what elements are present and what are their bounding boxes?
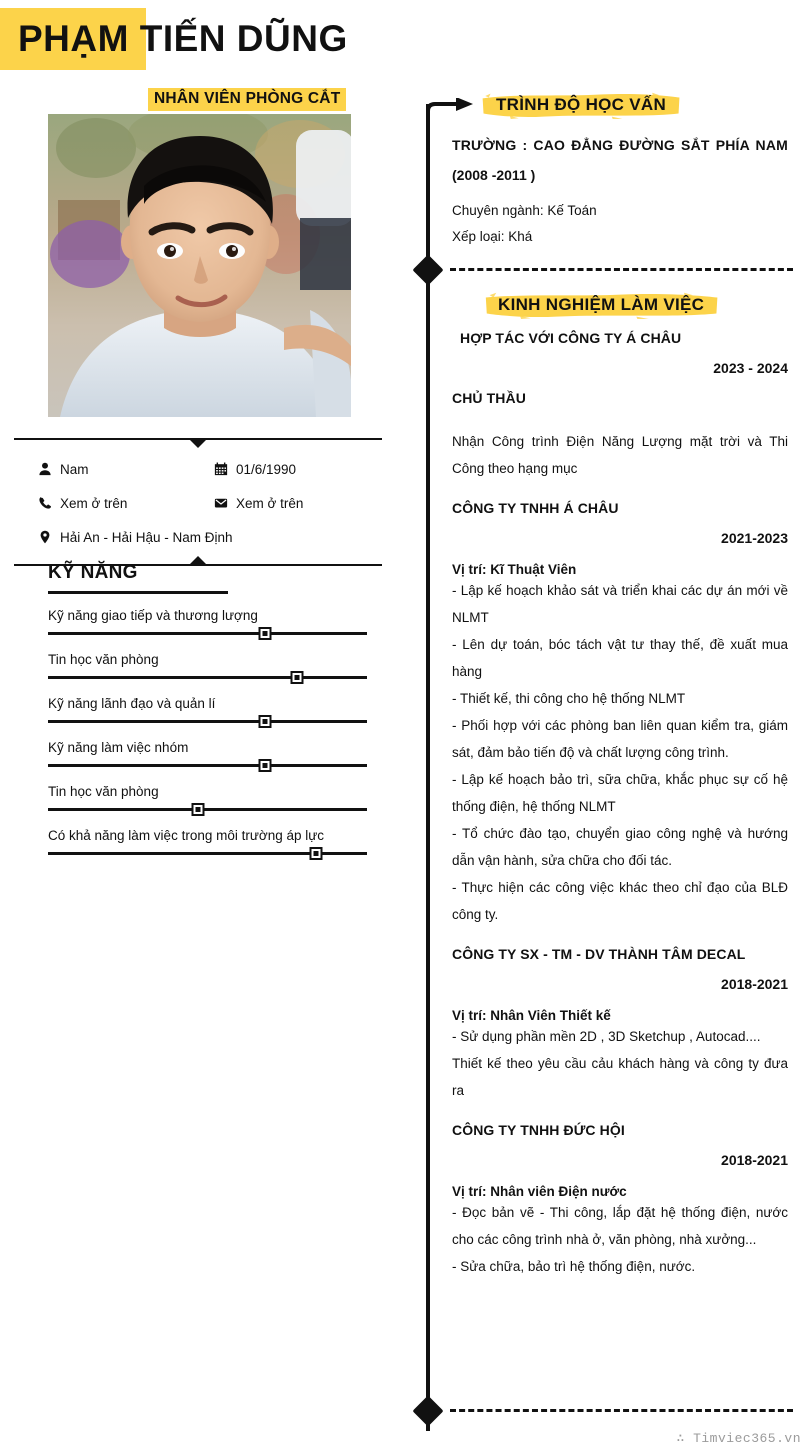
calendar-icon [214, 462, 236, 476]
job-years: 2018-2021 [721, 1152, 788, 1168]
location-pin-icon [38, 530, 60, 544]
job-years: 2018-2021 [721, 976, 788, 992]
experience-job [452, 500, 788, 928]
skill-label: Có khả năng làm việc trong môi trường áp lực [48, 828, 325, 843]
skills-section [14, 562, 382, 872]
skill-row [48, 608, 382, 638]
education-years: (2008 -2011 ) [452, 167, 536, 183]
skill-row [48, 652, 382, 682]
contact-item-phone [14, 486, 190, 520]
contact-value: Xem ở trên [236, 495, 304, 511]
skill-slider[interactable] [48, 672, 367, 682]
contact-item-gender [14, 452, 190, 486]
contact-value: Hải An - Hải Hậu - Nam Định [60, 529, 233, 545]
skill-slider-track [48, 632, 367, 635]
skill-slider-track [48, 764, 367, 767]
education-school: TRƯỜNG : CAO ĐẲNG ĐƯỜNG SẮT PHÍA NAM [452, 137, 788, 153]
skill-slider-track [48, 808, 367, 811]
experience-jobs [452, 330, 788, 1298]
job-bullet: - Đọc bản vẽ - Thi công, lắp đặt hệ thống điện, nước cho các công trình nhà ở, văn phòng, nhà xưởng... [452, 1205, 788, 1247]
job-role-label: Vị trí: Nhân viên Điện nước [452, 1184, 627, 1199]
skill-row [48, 828, 382, 858]
experience-heading [482, 292, 720, 319]
contact-value: 01/6/1990 [236, 461, 297, 477]
job-company: CÔNG TY SX - TM - DV THÀNH TÂM DECAL [452, 946, 746, 962]
job-bullet: - Lập kế hoạch bảo trì, sữa chữa, khắc phục sự cố hệ thống điện, hệ thống NLMT [452, 772, 788, 814]
job-bullet: - Sửa chữa, bảo trì hệ thống điện, nước. [452, 1259, 696, 1274]
experience-heading-text: KINH NGHIỆM LÀM VIỆC [498, 295, 705, 314]
section-divider-top [450, 268, 793, 271]
skills-section-title: KỸ NĂNG [48, 562, 138, 583]
contact-value: Nam [60, 461, 89, 477]
timeline-diamond-marker [412, 1395, 443, 1426]
skill-label: Kỹ năng giao tiếp và thương lượng [48, 608, 258, 623]
contact-block [14, 438, 382, 566]
timeline-diamond-marker [412, 254, 443, 285]
job-bullet: - Lên dự toán, bóc tách vật tư thay thế, đề xuất mua hàng [452, 637, 788, 679]
avatar [48, 114, 351, 417]
contact-item-address [14, 520, 382, 554]
triangle-down-icon [189, 439, 207, 448]
job-role-label: Vị trí: Nhân Viên Thiết kế [452, 1008, 611, 1023]
job-bullet: - Tổ chức đào tạo, chuyển giao công nghệ và hướng dẫn vận hành, sửa chữa cho đối tác. [452, 826, 788, 868]
phone-icon [38, 496, 60, 510]
envelope-icon [214, 496, 236, 510]
job-role-label: Vị trí: Kĩ Thuật Viên [452, 562, 577, 577]
skill-slider[interactable] [48, 804, 367, 814]
skill-label: Tin học văn phòng [48, 652, 159, 667]
job-title: NHÂN VIÊN PHÒNG CẮT [154, 90, 341, 107]
job-bullet: - Thiết kế, thi công cho hệ thống NLMT [452, 691, 686, 706]
skill-slider[interactable] [48, 848, 367, 858]
skill-slider-knob[interactable] [309, 847, 322, 860]
contact-value: Xem ở trên [60, 495, 128, 511]
skill-label: Kỹ năng lãnh đạo và quản lí [48, 696, 216, 711]
job-company: CÔNG TY TNHH Á CHÂU [452, 500, 619, 516]
job-title-highlight [148, 88, 346, 111]
experience-job [452, 1122, 788, 1280]
contact-item-email [190, 486, 382, 520]
education-heading-wrap [480, 92, 682, 119]
skill-slider[interactable] [48, 628, 367, 638]
contact-grid [14, 440, 382, 564]
skills-title-underline [48, 591, 228, 594]
education-major: Chuyên ngành: Kế Toán [452, 203, 597, 218]
timeline-stem [426, 104, 430, 1431]
job-company: CÔNG TY TNHH ĐỨC HỘI [452, 1122, 625, 1138]
job-bullet: - Sử dụng phần mền 2D , 3D Sketchup , Autocad.... [452, 1029, 761, 1044]
skill-label: Kỹ năng làm việc nhóm [48, 740, 189, 755]
section-divider-bottom [450, 1409, 793, 1412]
skill-slider-knob[interactable] [290, 671, 303, 684]
skill-slider-track [48, 720, 367, 723]
job-description: Nhận Công trình Điện Năng Lượng mặt trời và Thi Công theo hạng mục [452, 434, 788, 476]
person-icon [38, 462, 60, 476]
skill-slider-track [48, 676, 367, 679]
experience-heading-wrap [482, 292, 720, 319]
education-details [452, 130, 788, 250]
skill-row [48, 784, 382, 814]
job-bullet: - Lập kế hoạch khảo sát và triển khai các dự án mới về NLMT [452, 583, 788, 625]
skill-slider-knob[interactable] [191, 803, 204, 816]
experience-job [452, 946, 788, 1104]
job-bullet: - Thực hiện các công việc khác theo chỉ đạo của BLĐ công ty. [452, 880, 788, 922]
experience-job [452, 330, 788, 482]
job-years: 2021-2023 [721, 530, 788, 546]
contact-top-rule [14, 438, 382, 440]
job-role: CHỦ THẦU [452, 390, 526, 406]
education-grade: Xếp loại: Khá [452, 229, 533, 244]
page-title: PHẠM TIẾN DŨNG [18, 18, 348, 59]
education-heading [480, 92, 682, 119]
skill-slider-knob[interactable] [258, 759, 271, 772]
skill-slider[interactable] [48, 760, 367, 770]
job-bullet: - Phối hợp với các phòng ban liên quan kiểm tra, giám sát, đảm bảo tiến độ và chất lượng công trình. [452, 718, 788, 760]
skills-list [14, 608, 382, 858]
skill-slider[interactable] [48, 716, 367, 726]
right-column [450, 0, 790, 1456]
job-bullet: Thiết kế theo yêu cầu cảu khách hàng và công ty đưa ra [452, 1056, 788, 1098]
skill-row [48, 696, 382, 726]
skill-label: Tin học văn phòng [48, 784, 159, 799]
job-years: 2023 - 2024 [713, 360, 788, 376]
education-heading-text: TRÌNH ĐỘ HỌC VẤN [496, 95, 667, 114]
skill-slider-knob[interactable] [258, 715, 271, 728]
watermark: ∴ Timviec365.vn [676, 1431, 801, 1446]
skill-slider-knob[interactable] [258, 627, 271, 640]
skill-row [48, 740, 382, 770]
job-company: HỢP TÁC VỚI CÔNG TY Á CHÂU [460, 330, 682, 346]
contact-item-birthdate [190, 452, 382, 486]
